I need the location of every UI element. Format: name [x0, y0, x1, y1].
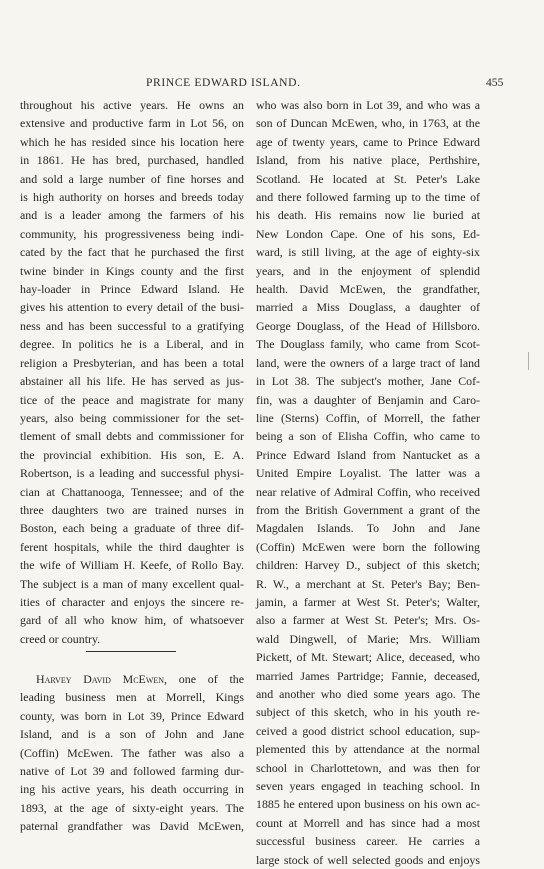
text-line: jamin, a farmer at West St. Peter's; Walter, — [256, 594, 480, 609]
text-line: Boston, each being a graduate of three dif- — [20, 521, 244, 536]
text-line: three daughters two are trained nurses in — [20, 502, 244, 517]
text-line: which he has resided since his location here — [20, 134, 244, 149]
text-line: Magdalen Islands. To John and Jane — [256, 521, 480, 536]
text-line: health. David McEwen, the grandfather, — [256, 282, 480, 297]
text-line: 1885 he entered upon business on his own ac- — [256, 797, 480, 812]
text-line: plemented this by attendance at the normal — [256, 742, 480, 757]
text-line: extensive and productive farm in Lot 56, on — [20, 116, 244, 131]
text-line: ward, is still living, at the age of eighty-six — [256, 245, 480, 260]
text-line: gard of all who know him, of whatsoever — [20, 613, 244, 628]
text-line: creed or country. — [20, 631, 101, 646]
text-line: and sold a large number of fine horses and — [20, 171, 244, 186]
text-line: Pickett, of Mt. Stewart; Alice, deceased, who — [256, 650, 480, 665]
text-line: tice of the peace and magistrate for many — [20, 392, 244, 407]
text-line: from the British Government a grant of the — [256, 502, 480, 517]
text-line: twine binder in Kings county and the first — [20, 263, 244, 278]
text-line: leading business men at Morrell, Kings — [20, 690, 244, 705]
text-line: The Douglass family, who came from Scot- — [256, 337, 480, 352]
text-fragment: one of the — [167, 672, 244, 686]
text-line: county, was born in Lot 39, Prince Edward — [20, 708, 244, 723]
text-line: ing his active years, his death occurring in — [20, 782, 244, 797]
subject-name: Harvey David McEwen, — [36, 672, 168, 686]
text-line: large stock of well selected goods and enjoys — [256, 852, 480, 867]
paragraph-mcewen — [20, 670, 244, 836]
text-line: Robertson, is a leading and successful physi- — [20, 466, 244, 481]
text-line: Island, from his native place, Perthshire, — [256, 153, 480, 168]
text-line: who was also born in Lot 39, and who was a — [256, 98, 480, 112]
text-line: married a Miss Douglass, a daughter of — [256, 300, 480, 315]
text-line: in 1861. He has bred, purchased, handled — [20, 153, 244, 168]
text-line: ness and has been successful to a gratifying — [20, 318, 244, 333]
text-line: 1893, at the age of sixty-eight years. The — [20, 800, 244, 815]
text-line: subject of this sketch, who in his youth re- — [256, 705, 480, 720]
text-line: George Douglass, of the Head of Hillsboro. — [256, 318, 480, 333]
text-line: and another who died some years ago. The — [256, 687, 480, 701]
text-line: paternal grandfather was David McEwen, — [20, 819, 244, 834]
text-line: being a son of Elisha Coffin, who came to — [256, 429, 480, 444]
text-line: Island, and is a son of John and Jane — [20, 727, 244, 742]
text-line: the provincial exhibition. His son, E. A. — [20, 447, 244, 462]
text-line: count at Morrell and has since had a most — [256, 815, 480, 830]
text-line: The subject is a man of many excellent qual- — [20, 576, 244, 591]
text-line: Prince Edward Island from Nantucket as a — [256, 447, 480, 462]
text-line: community, his progressiveness being indi- — [20, 226, 244, 241]
section-divider — [86, 651, 176, 652]
text-line: years, and in the enjoyment of splendid — [256, 263, 480, 278]
paragraph-robertson — [20, 96, 244, 648]
text-line: gives his attention to every detail of the busi- — [20, 300, 244, 315]
text-line: New London Cape. One of his sons, Ed- — [256, 226, 480, 241]
text-line: cated by the fact that he purchased the first — [20, 245, 244, 260]
text-line: abstainer all his life. He has served as jus- — [20, 374, 244, 389]
text-line: ceived a good district school education, sup- — [256, 723, 480, 738]
text-line: line (Sterns) Coffin, of Morrell, the father — [256, 410, 480, 425]
text-line: ferent hospitals, while the third daughter is — [20, 539, 244, 554]
text-line: fin, was a daughter of Benjamin and Caro- — [256, 392, 480, 407]
page-number: 455 — [486, 76, 504, 89]
text-line: land, were the owners of a large tract of land — [256, 355, 480, 370]
text-line: son of Duncan McEwen, who, in 1763, at the — [256, 116, 480, 131]
text-line: age of twenty years, came to Prince Edward — [256, 134, 480, 149]
text-line: is high authority on horses and breeds today — [20, 190, 244, 205]
text-line: tlement of small debts and commissioner for — [20, 429, 244, 444]
text-line: and there followed farming up to the time of — [256, 190, 480, 205]
text-line: degree. In politics he is a Liberal, and in — [20, 337, 244, 352]
margin-pencil-mark — [528, 352, 532, 370]
text-line: hay-loader in Prince Edward Island. He — [20, 282, 244, 297]
text-line: his death. His remains now lie buried at — [256, 208, 480, 223]
text-line: children: Harvey D., subject of this sketch; — [256, 558, 480, 573]
text-line: (Coffin) McEwen. The father was also a — [20, 745, 244, 760]
text-line: near relative of Admiral Coffin, who received — [256, 484, 480, 499]
text-line: R. W., a merchant at St. Peter's Bay; Ben- — [256, 576, 480, 591]
text-line: seven years engaged in teaching school. In — [256, 779, 480, 794]
text-line: years, also being commissioner for the set- — [20, 410, 244, 425]
text-line: successful business career. He carries a — [256, 834, 480, 849]
text-line: and is a leader among the farmers of his — [20, 208, 244, 223]
text-line: ities of character and enjoys the sincere re- — [20, 594, 244, 609]
text-line: throughout his active years. He owns an — [20, 98, 244, 112]
text-line: the wife of William H. Keefe, of Rollo Bay. — [20, 558, 244, 573]
right-column — [256, 96, 480, 869]
text-line: United Empire Loyalist. The latter was a — [256, 466, 480, 481]
left-column — [20, 96, 244, 648]
text-line: native of Lot 39 and followed farming dur- — [20, 764, 244, 779]
text-line: in Lot 38. The subject's mother, Jane Cof- — [256, 374, 480, 389]
text-line: religion a Presbyterian, and has been a total — [20, 355, 244, 370]
text-line: Scotland. He located at St. Peter's Lake — [256, 171, 480, 186]
text-line — [20, 670, 244, 688]
text-line: also a farmer at West St. Peter's; Mrs. Os- — [256, 613, 480, 628]
running-head: PRINCE EDWARD ISLAND. — [146, 76, 301, 89]
text-line: wald Dingwell, of Marie; Mrs. William — [256, 631, 480, 646]
text-line: cian at Chattanooga, Tennessee; and of the — [20, 484, 244, 499]
text-line: (Coffin) McEwen were born the following — [256, 539, 480, 554]
text-line: married James Partridge; Fannie, deceased, — [256, 668, 480, 683]
text-line: school in Charlottetown, and was then for — [256, 760, 480, 775]
